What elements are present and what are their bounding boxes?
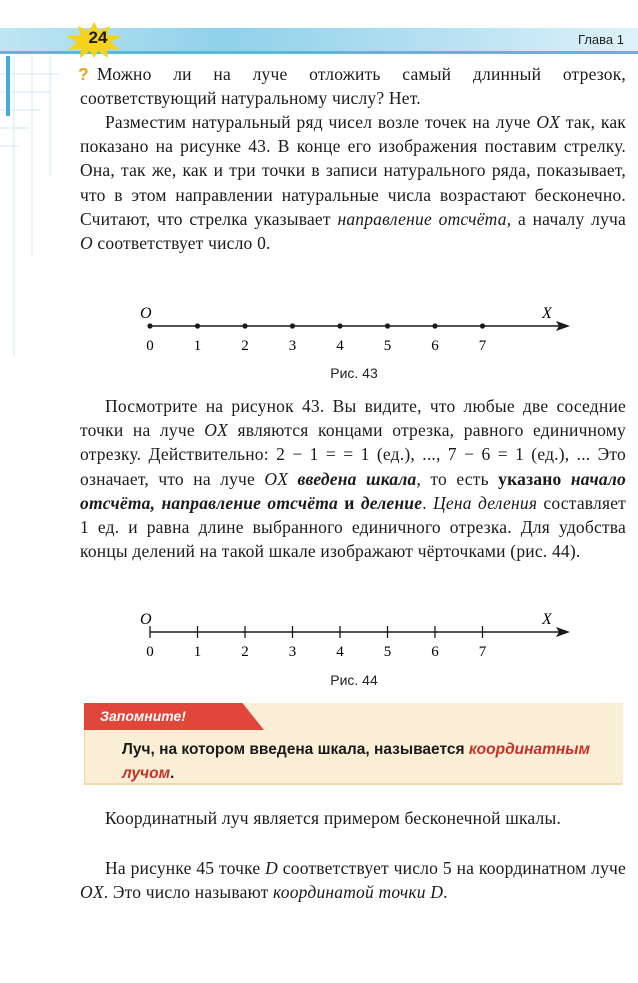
figure-43-caption: Рис. 43 — [330, 365, 378, 381]
text-run: Разместим натуральный ряд чисел возле точек на луче — [105, 112, 537, 132]
point-label: O — [80, 233, 93, 254]
tick-label: 4 — [336, 338, 344, 354]
text-run: соответствует число 5 на координатном луче — [278, 858, 626, 878]
bold-run: и — [338, 492, 361, 513]
margin-grid-decoration — [0, 56, 70, 356]
point-mark — [290, 323, 295, 328]
term-division: деление — [360, 492, 423, 513]
text-run: . — [422, 492, 434, 513]
point-mark — [242, 323, 247, 328]
tick-label: 6 — [431, 644, 439, 660]
text-run: соответствует число 0. — [92, 233, 271, 254]
chapter-label: Глава 1 — [578, 32, 624, 47]
remember-title: Запомните! — [100, 708, 186, 724]
axis-label: X — [542, 306, 552, 322]
point-label: D — [265, 858, 279, 878]
term-origin-direction: начало отсчёта, направление отсчёта — [80, 468, 626, 513]
tick-label: 2 — [241, 338, 249, 354]
figure-44 — [130, 612, 580, 662]
ray-label: OX — [264, 468, 289, 489]
tick-label: 1 — [193, 644, 202, 660]
paragraph-4 — [80, 856, 626, 904]
point-mark — [337, 323, 342, 328]
origin-label: O — [140, 612, 152, 628]
axis-label: X — [542, 612, 552, 628]
paragraph-1 — [80, 110, 626, 255]
question-block — [80, 62, 626, 110]
tick-label: 3 — [288, 644, 297, 660]
term-scale: введена шкала — [297, 468, 417, 489]
ray-label: OX — [536, 112, 561, 132]
bold-run: указано — [498, 468, 571, 489]
paragraph-3 — [80, 806, 626, 830]
text-run: , а началу луча — [506, 208, 626, 229]
term-direction: направление отсчёта — [337, 208, 507, 229]
paragraph-2 — [80, 394, 626, 563]
page-number: 24 — [88, 28, 108, 47]
tick-label: 5 — [383, 644, 392, 660]
text-run: . — [170, 765, 175, 782]
question-text: Можно ли на луче отложить самый длинный отрезок, соответствующий натуральному числу? Нет. — [80, 64, 626, 109]
term-coordinate-ray: координатным лучом — [122, 741, 590, 782]
tick-label: 3 — [288, 338, 297, 354]
text-run: являются концами отрезка, равного единичному отрезку. Действительно: 2 − 1 = = 1 (ед.), ..., 7 − 6 = 1 (ед.), ... Это означает, что на луче — [80, 420, 626, 489]
point-mark — [385, 323, 390, 328]
question-mark-icon: ? — [78, 64, 89, 84]
side-rule — [6, 56, 10, 116]
term-coordinate: координатой точки D — [273, 882, 444, 903]
tick-label: 7 — [478, 644, 487, 660]
ray-label: OX — [80, 882, 104, 903]
tick-label: 1 — [193, 338, 202, 354]
paragraph-3-text: Координатный луч является примером бесконечной шкалы. — [105, 808, 562, 828]
tick-label: 2 — [241, 644, 249, 660]
tick-label: 0 — [146, 644, 154, 660]
origin-label: O — [140, 306, 152, 322]
figure-44-caption: Рис. 44 — [330, 672, 378, 688]
remember-bottom-line — [84, 783, 622, 785]
figure-43 — [130, 306, 580, 356]
point-mark — [480, 323, 485, 328]
point-mark — [195, 323, 200, 328]
text-run: . Это число называют — [103, 882, 274, 903]
tick-label: 5 — [383, 338, 392, 354]
tick-label: 4 — [336, 644, 344, 660]
point-mark — [432, 323, 437, 328]
text-run: На рисунке 45 точке — [105, 858, 266, 878]
tick-label: 7 — [478, 338, 487, 354]
tick-label: 6 — [431, 338, 439, 354]
text-run: . — [443, 882, 448, 903]
text-run: составляет 1 ед. и равна длине выбранного единичного отрезка. Для удобства концы делений на такой шкале изображают чёрточками (рис. 44). — [80, 492, 627, 562]
text-run: Посмотрите на рисунок 43. Вы видите, что любые две соседние точки на луче — [80, 396, 626, 441]
ray-label: OX — [204, 420, 229, 441]
remember-text — [122, 738, 614, 786]
text-run: , то есть — [416, 468, 499, 489]
term-division-value: Цена деления — [433, 492, 538, 513]
point-mark — [147, 323, 152, 328]
text-run: Луч, на котором введена шкала, называется — [122, 741, 469, 758]
tick-label: 0 — [146, 338, 154, 354]
text-run: так, как показано на рисунке 43. В конце его изображения поставим стрелку. Она, так же, как и три точки в записи натурального ряда, показывает, что в этом направлении натуральные числа возрастают бесконечно. Считают, что стрелка указывает — [80, 112, 626, 229]
